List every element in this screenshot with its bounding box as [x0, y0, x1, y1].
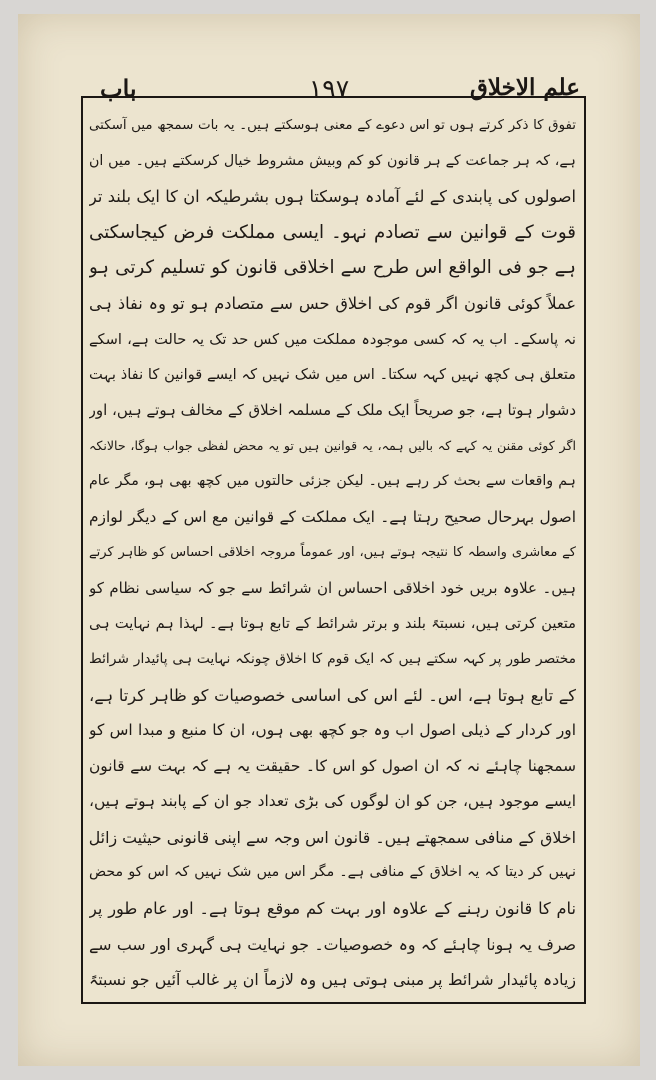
text-frame: [81, 96, 586, 1004]
text-line: اور کردار کے ذیلی اصول اب وہ جو کچھ بھی ہوں، ان کا منبع و مبدا اس کو: [89, 721, 576, 740]
text-line: ہے جو فی الواقع اس طرح سے اخلاقی قانون کو تسلیم کرتی ہو: [89, 257, 576, 279]
section-label: باب: [100, 74, 137, 103]
text-line: اگر کوئی مقنن یہ کہے کہ بالیں ہمہ، یہ قوانین ہیں تو یہ محض لفظی جواب ہوگا، حالانکہ: [89, 438, 576, 454]
text-line: متعلق ہی کچھ نہیں کہہ سکتا۔ اس میں شک نہیں کہ ایسے قوانین کا نفاذ بہت: [89, 366, 576, 384]
text-line: سمجھنا چاہئے نہ کہ ان اصول کو اس کا۔ حقیقت یہ ہے کہ بہت سے قانون: [89, 756, 576, 775]
page-number: ۱۹۷: [308, 74, 350, 103]
text-line: اصول بہرحال صحیح رہتا ہے۔ ایک مملکت کے قوانین مع اس کے دیگر لوازم: [89, 507, 576, 526]
text-line: کے تابع ہوتا ہے، اس۔ لئے اس کی اساسی خصوصیات کو ظاہر کرتا ہے،: [89, 685, 576, 705]
text-line: ہیں۔ علاوہ بریں خود اخلاقی احساس ان شرائط سے جو کہ سیاسی نظام کو: [89, 578, 576, 597]
text-line: کے معاشری واسطہ کا نتیجہ ہوتے ہیں، اور عموماً مروجہ اخلاقی احساس کو ظاہر کرتے: [89, 545, 576, 561]
book-title: علم الاخلاق: [470, 74, 580, 101]
text-line: صرف یہ ہونا چاہئے کہ وہ خصوصیات۔ جو نہایت ہی گہری اور سب سے: [89, 934, 576, 954]
text-line: نام کا قانون رہنے کے علاوہ اور بہت کم موقع ہوتا ہے۔ اور عام طور پر: [89, 899, 576, 919]
text-line: دشوار ہوتا ہے، جو صریحاً ایک ملک کے مسلمہ اخلاق کے مخالف ہوتے ہیں، اور: [89, 400, 576, 419]
text-line: اصولوں کی پابندی کے لئے آمادہ ہوسکتا ہوں بشرطیکہ ان کا ایک بلند تر: [89, 187, 576, 207]
text-line: مختصر طور پر کہہ سکتے ہیں کہ ایک قوم کا اخلاق چونکہ نہایت ہی پائیدار شرائط: [89, 650, 576, 667]
text-line: اخلاق کے منافی سمجھتے ہیں۔ قانون اس وجہ سے اپنی قانونی حیثیت زائل: [89, 827, 576, 847]
text-line: زیادہ پائیدار شرائط پر مبنی ہوتی ہیں وہ لازماً ان پر غالب آئیں جو نسبتہً: [89, 970, 576, 990]
text-line: ہے، کہ ہر جماعت کے ہر قانون کو کم وبیش مشروط خیال کرسکتے ہیں۔ میں ان: [89, 152, 576, 169]
text-line: نہیں کر دیتا کہ یہ اخلاق کے منافی ہے۔ مگر اس میں شک نہیں کہ اس کو محض: [89, 864, 576, 881]
text-line: ہم واقعات سے بحث کر رہے ہیں۔ لیکن جزئی حالتوں میں کچھ بھی ہو، مگر عام: [89, 472, 576, 489]
text-line: تفوق کا ذکر کرتے ہوں تو اس دعوے کے معنی ہوسکتے ہیں۔ یہ بات سمجھ میں آسکتی: [89, 118, 576, 133]
text-line: متعین کرتی ہیں، نسبتہً بلند و برتر شرائط کے تابع ہوتا ہے۔ لہذا ہم نہایت ہی: [89, 615, 576, 633]
text-line: عملاً کوئی قانون اگر قوم کی اخلاق حس سے متصادم ہو تو وہ نفاذ ہی: [89, 293, 576, 313]
text-line: ایسے موجود ہیں، جن کو ان لوگوں کی بڑی تعداد جو ان کے پابند ہوتے ہیں،: [89, 792, 576, 811]
text-line: نہ پاسکے۔ اب یہ کہ کسی موجودہ مملکت میں کس حد تک یہ حالت ہے، اسکے: [89, 330, 576, 348]
text-line: قوت کے قوانین سے تصادم نہو۔ ایسی مملکت فرض کیجاسکتی: [89, 221, 576, 243]
